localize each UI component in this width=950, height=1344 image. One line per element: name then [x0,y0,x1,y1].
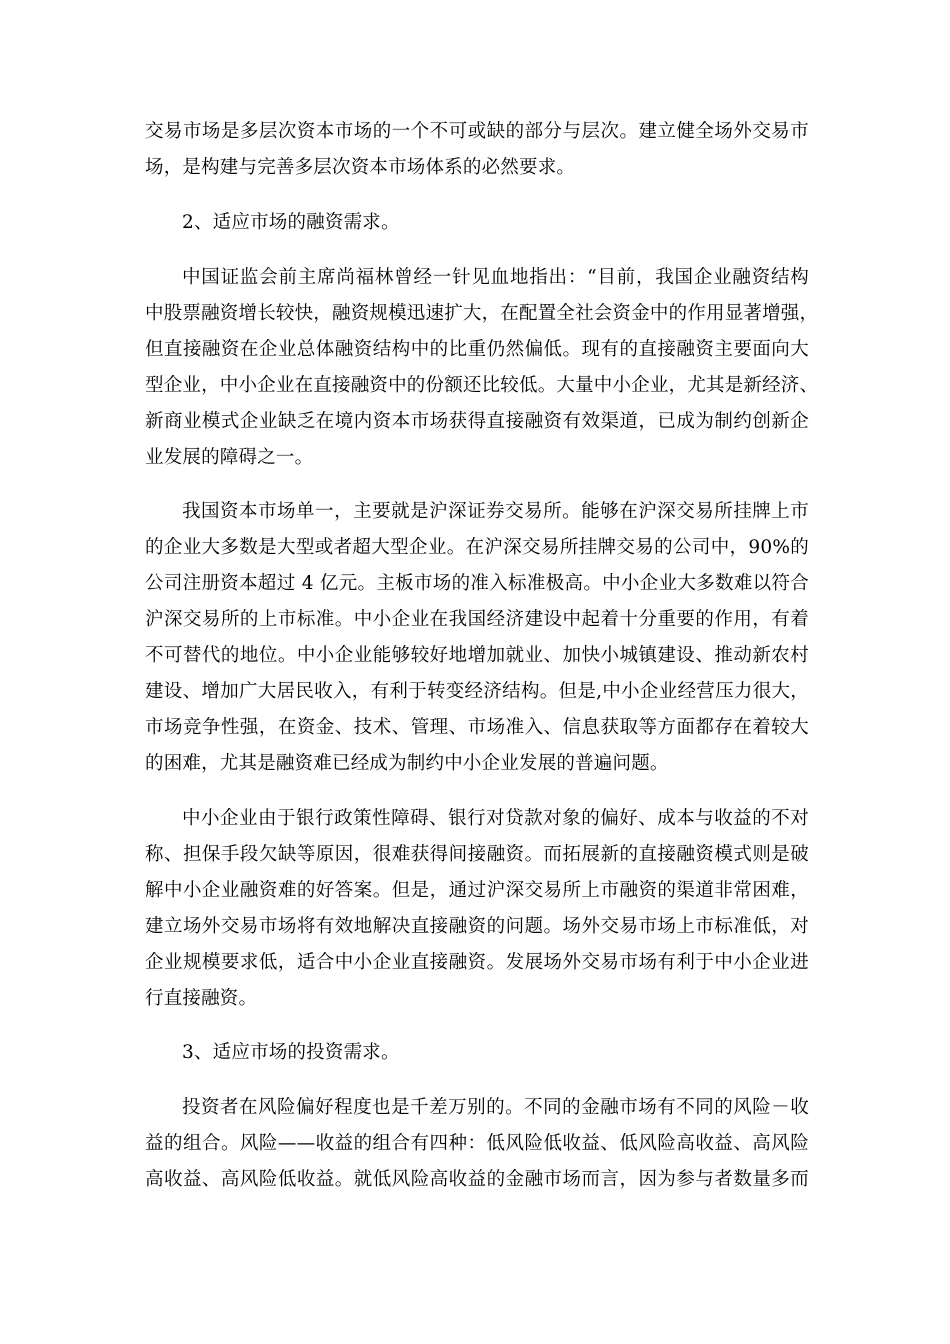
text-line: 解中小企业融资难的好答案。但是，通过沪深交易所上市融资的渠道非常困难， [145,880,809,901]
text-line: 中股票融资增长较快，融资规模迅速扩大，在配置全社会资金中的作用显著增强， [145,303,819,324]
text-line: 行直接融资。 [145,988,258,1009]
text-line: 中国证监会前主席尚福林曾经一针见血地指出：“目前，我国企业融资结构 [182,267,809,288]
text-line: 我国资本市场单一，主要就是沪深证券交易所。能够在沪深交易所挂牌上市 [182,501,809,522]
text-line: 的企业大多数是大型或者超大型企业。在沪深交易所挂牌交易的公司中，90%的 [145,537,809,558]
text-line: 但直接融资在企业总体融资结构中的比重仍然偏低。现有的直接融资主要面向大 [145,339,809,360]
text-line: 称、担保手段欠缺等原因，很难获得间接融资。而拓展新的直接融资模式则是破 [145,844,809,865]
text-line: 业发展的障碍之一。 [145,447,314,468]
text-line: 的困难，尤其是融资难已经成为制约中小企业发展的普遍问题。 [145,753,669,774]
text-line: 企业规模要求低，适合中小企业直接融资。发展场外交易市场有利于中小企业进 [145,952,809,973]
text-line: 公司注册资本超过 4 亿元。主板市场的准入标准极高。中小企业大多数难以符合 [145,573,809,594]
text-line: 沪深交易所的上市标准。中小企业在我国经济建设中起着十分重要的作用，有着 [145,609,809,630]
text-line: 场，是构建与完善多层次资本市场体系的必然要求。 [145,157,576,178]
text-line: 中小企业由于银行政策性障碍、银行对贷款对象的偏好、成本与收益的不对 [182,808,809,829]
text-line: 高收益、高风险低收益。就低风险高收益的金融市场而言，因为参与者数量多而 [145,1169,809,1190]
text-line: 市场竞争性强，在资金、技术、管理、市场准入、信息获取等方面都存在着较大 [145,717,809,738]
text-line: 新商业模式企业缺乏在境内资本市场获得直接融资有效渠道，已成为制约创新企 [145,411,809,432]
text-line: 型企业，中小企业在直接融资中的份额还比较低。大量中小企业，尤其是新经济、 [145,375,819,396]
text-line: 益的组合。风险——收益的组合有四种：低风险低收益、低风险高收益、高风险 [145,1133,809,1154]
text-line: 交易市场是多层次资本市场的一个不可或缺的部分与层次。建立健全场外交易市 [145,121,809,142]
section-heading: 3、适应市场的投资需求。 [182,1042,400,1063]
text-line: 建立场外交易市场将有效地解决直接融资的问题。场外交易市场上市标准低，对 [145,916,809,937]
text-line: 建设、增加广大居民收入，有利于转变经济结构。但是,中小企业经营压力很大， [145,681,809,702]
section-heading: 2、适应市场的融资需求。 [182,212,400,233]
text-line: 投资者在风险偏好程度也是千差万别的。不同的金融市场有不同的风险－收 [182,1097,809,1118]
text-line: 不可替代的地位。中小企业能够较好地增加就业、加快小城镇建设、推动新农村 [145,645,809,666]
